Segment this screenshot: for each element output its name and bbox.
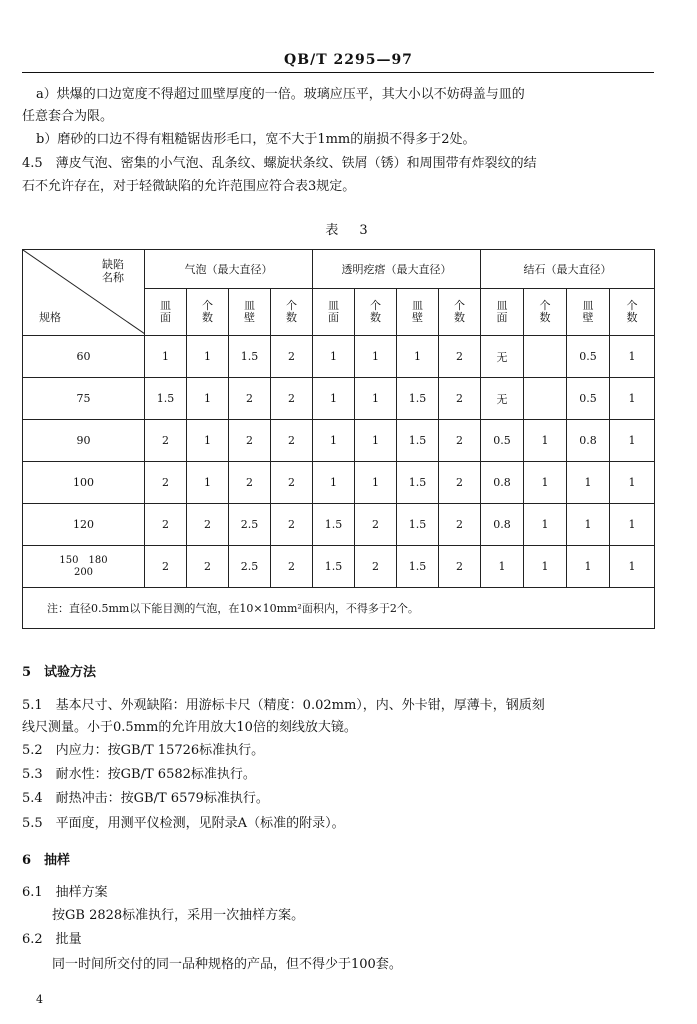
table-cell: 1 xyxy=(355,336,397,378)
table-cell: 2 xyxy=(187,504,229,546)
sub-header: 皿壁 xyxy=(412,299,423,324)
table-cell: 1.5 xyxy=(313,504,355,546)
table-cell: 1.5 xyxy=(313,546,355,588)
table-cell: 1.5 xyxy=(397,420,439,462)
table-cell: 1 xyxy=(355,378,397,420)
table-cell: 2 xyxy=(145,546,187,588)
table-cell: 1 xyxy=(355,462,397,504)
table-cell: 1 xyxy=(567,546,610,588)
subsection-text: 按GB 2828标准执行，采用一次抽样方案。 xyxy=(52,908,305,923)
sub-header: 皿面 xyxy=(328,299,339,324)
table-cell: 2 xyxy=(229,420,271,462)
sub-header: 个数 xyxy=(626,299,638,324)
table-cell: 1 xyxy=(313,462,355,504)
table-cell: 2 xyxy=(145,462,187,504)
section-line: 5.2 内应力：按GB/T 15726标准执行。 xyxy=(22,743,265,758)
header-rule xyxy=(22,72,654,73)
table-cell: 2 xyxy=(439,420,481,462)
table-cell: 1 xyxy=(567,462,610,504)
corner-bottom-label: 规格 xyxy=(39,311,61,324)
table-cell: 1 xyxy=(524,504,567,546)
table-cell: 2 xyxy=(439,378,481,420)
sub-header: 皿面 xyxy=(160,299,171,324)
table-cell: 1 xyxy=(187,336,229,378)
sub-header: 皿壁 xyxy=(582,299,594,324)
table-cell: 1 xyxy=(524,462,567,504)
table-cell: 2 xyxy=(439,336,481,378)
document-header: QB/T 2295—97 xyxy=(284,52,413,68)
table-cell: 1.5 xyxy=(229,336,271,378)
sub-header: 个数 xyxy=(202,299,213,324)
sub-header: 皿面 xyxy=(496,299,508,324)
table-cell xyxy=(524,336,567,378)
group-header: 气泡（最大直径） xyxy=(145,250,313,289)
table-cell: 1 xyxy=(313,420,355,462)
table-cell: 0.5 xyxy=(481,420,524,462)
table-caption: 表 3 xyxy=(325,223,372,238)
table-row xyxy=(23,378,655,420)
table-cell: 1.5 xyxy=(397,546,439,588)
table-cell: 2 xyxy=(439,462,481,504)
subsection-title: 6.1 抽样方案 xyxy=(22,885,108,900)
table-cell: 1 xyxy=(145,336,187,378)
table-cell: 2 xyxy=(439,546,481,588)
paragraph-line: 任意套合为限。 xyxy=(22,109,114,124)
table-row xyxy=(23,546,655,588)
table-cell: 2 xyxy=(229,462,271,504)
defect-table xyxy=(22,249,655,629)
table-cell: 0.5 xyxy=(567,336,610,378)
table-row xyxy=(23,504,655,546)
spec-cell: 120 xyxy=(23,504,145,546)
table-note: 注：直径0.5mm以下能目测的气泡，在10×10mm²面积内，不得多于2个。 xyxy=(23,588,655,629)
corner-top-label: 缺陷 名称 xyxy=(102,258,124,284)
table-cell: 0.8 xyxy=(567,420,610,462)
spec-cell: 150 180 200 xyxy=(23,546,145,588)
group-header: 透明疙瘩（最大直径） xyxy=(313,250,481,289)
table-cell: 2 xyxy=(355,546,397,588)
paragraph-line: 4.5 薄皮气泡、密集的小气泡、乱条纹、螺旋状条纹、铁屑（锈）和周围带有炸裂纹的结 xyxy=(22,156,537,171)
table-cell: 2 xyxy=(145,504,187,546)
table-cell: 2.5 xyxy=(229,546,271,588)
table-cell: 2 xyxy=(229,378,271,420)
table-cell: 1.5 xyxy=(145,378,187,420)
sub-header: 个数 xyxy=(539,299,551,324)
page-number: 4 xyxy=(36,993,43,1006)
spec-cell: 60 xyxy=(23,336,145,378)
table-cell: 1 xyxy=(187,462,229,504)
table-cell: 1 xyxy=(313,336,355,378)
table-cell: 1 xyxy=(313,378,355,420)
section-line: 5.3 耐水性：按GB/T 6582标准执行。 xyxy=(22,767,256,782)
section-line: 5.1 基本尺寸、外观缺陷：用游标卡尺（精度：0.02mm），内、外卡钳，厚薄卡，钢质刻 xyxy=(22,698,545,713)
sub-header: 个数 xyxy=(454,299,465,324)
section-line: 5.5 平面度，用测平仪检测，见附录A（标准的附录）。 xyxy=(22,816,345,831)
table-cell: 2 xyxy=(439,504,481,546)
table-row xyxy=(23,462,655,504)
table-row xyxy=(23,336,655,378)
table-cell: 2 xyxy=(271,504,313,546)
table-cell: 1 xyxy=(610,546,655,588)
table-row xyxy=(23,420,655,462)
sub-header: 皿壁 xyxy=(244,299,255,324)
table-cell: 2 xyxy=(271,336,313,378)
table-cell xyxy=(524,378,567,420)
table-cell: 1 xyxy=(187,420,229,462)
table-cell: 2 xyxy=(271,378,313,420)
section-6-title: 6 抽样 xyxy=(22,853,71,868)
spec-cell: 90 xyxy=(23,420,145,462)
table-cell: 2 xyxy=(355,504,397,546)
table-cell: 1 xyxy=(610,462,655,504)
table-cell: 1 xyxy=(524,420,567,462)
table-cell: 2 xyxy=(271,546,313,588)
subsection-text: 同一时间所交付的同一品种规格的产品，但不得少于100套。 xyxy=(52,957,402,972)
table-cell: 1 xyxy=(610,378,655,420)
table-cell: 1 xyxy=(524,546,567,588)
table-cell: 2 xyxy=(271,420,313,462)
spec-cell: 75 xyxy=(23,378,145,420)
section-line: 线尺测量。小于0.5mm的允许用放大10倍的刻线放大镜。 xyxy=(22,720,357,735)
table-cell: 2 xyxy=(187,546,229,588)
sub-header: 个数 xyxy=(370,299,381,324)
table-cell: 1 xyxy=(187,378,229,420)
table-cell: 0.8 xyxy=(481,504,524,546)
section-line: 5.4 耐热冲击：按GB/T 6579标准执行。 xyxy=(22,791,269,806)
section-5-title: 5 试验方法 xyxy=(22,665,97,680)
table-cell: 1.5 xyxy=(397,462,439,504)
table-cell: 无 xyxy=(481,378,524,420)
paragraph-line: 石不允许存在，对于轻微缺陷的允许范围应符合表3规定。 xyxy=(22,179,356,194)
paragraph-line: b）磨砂的口边不得有粗糙锯齿形毛口，宽不大于1mm的崩损不得多于2处。 xyxy=(36,132,476,147)
table-cell: 1 xyxy=(567,504,610,546)
table-cell: 1 xyxy=(481,546,524,588)
table-cell: 1.5 xyxy=(397,504,439,546)
table-cell: 2.5 xyxy=(229,504,271,546)
sub-header: 个数 xyxy=(286,299,297,324)
group-header: 结石（最大直径） xyxy=(481,250,655,289)
table-cell: 0.8 xyxy=(481,462,524,504)
table-cell: 无 xyxy=(481,336,524,378)
table-cell: 2 xyxy=(271,462,313,504)
table-cell: 1.5 xyxy=(397,378,439,420)
table-cell: 1 xyxy=(610,504,655,546)
table-cell: 0.5 xyxy=(567,378,610,420)
table-cell: 1 xyxy=(355,420,397,462)
table-cell: 1 xyxy=(397,336,439,378)
table-cell: 1 xyxy=(610,420,655,462)
spec-cell: 100 xyxy=(23,462,145,504)
table-cell: 2 xyxy=(145,420,187,462)
table-corner-cell xyxy=(23,250,145,336)
subsection-title: 6.2 批量 xyxy=(22,932,82,947)
paragraph-line: a）烘爆的口边宽度不得超过皿壁厚度的一倍。玻璃应压平，其大小以不妨碍盖与皿的 xyxy=(36,87,525,102)
table-cell: 1 xyxy=(610,336,655,378)
